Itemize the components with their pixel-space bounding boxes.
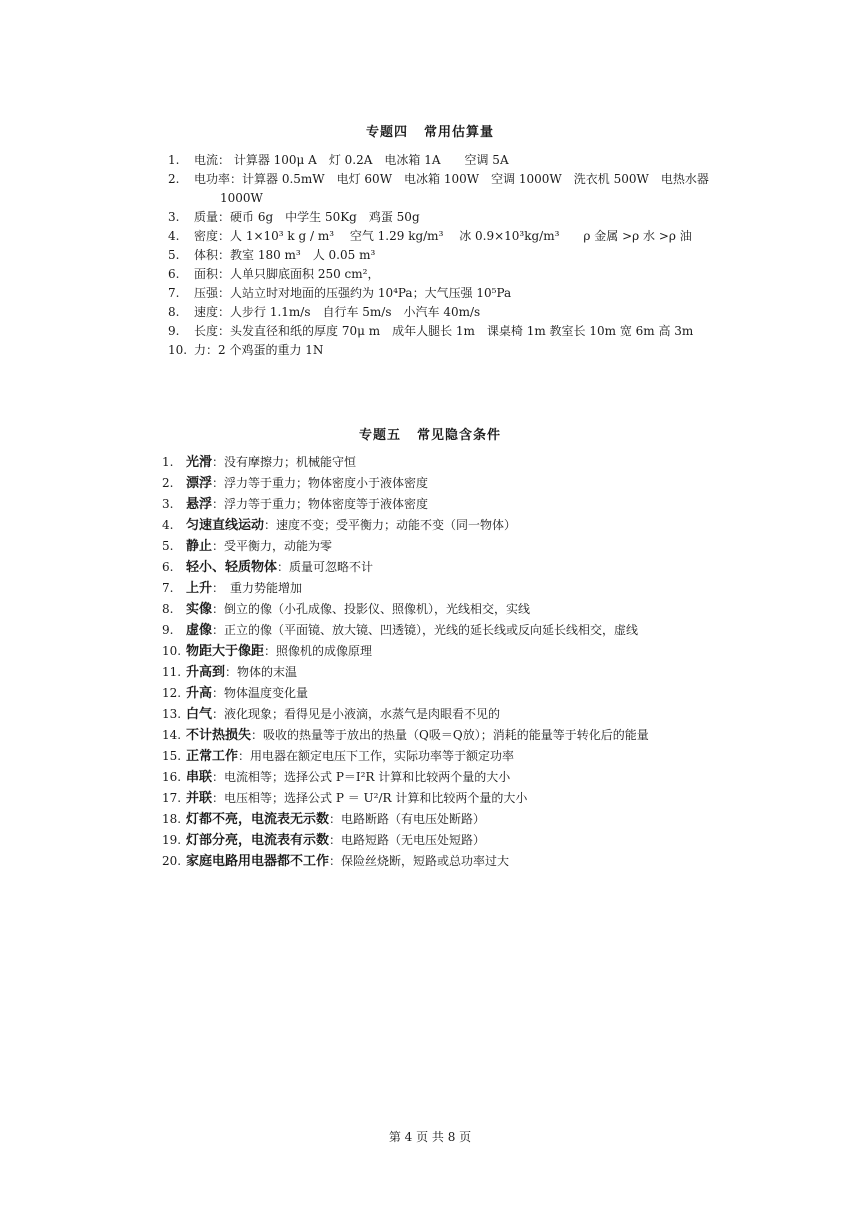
item-text: 体积：教室 180 m³ 人 0.05 m³ bbox=[194, 248, 376, 262]
item-text: ：没有摩擦力；机械能守恒 bbox=[212, 455, 357, 469]
list-item bbox=[168, 284, 728, 303]
item-number: 5. bbox=[168, 248, 180, 262]
list-item bbox=[162, 851, 722, 872]
item-keyword: 白气 bbox=[186, 707, 213, 722]
item-text: ：正立的像（平面镜、放大镜、凹透镜），光线的延长线或反向延长线相交，虚线 bbox=[212, 623, 639, 637]
item-number: 1. bbox=[168, 153, 180, 167]
item-text: ：速度不变；受平衡力；动能不变（同一物体） bbox=[264, 518, 517, 532]
hidden-conditions-list bbox=[162, 452, 722, 872]
item-text: 长度：头发直径和纸的厚度 70μ m 成年人腿长 1m 课桌椅 1m 教室长 10m 宽 6m 高 3m bbox=[194, 324, 694, 338]
item-text: ：浮力等于重力；物体密度等于液体密度 bbox=[212, 497, 429, 511]
item-number: 14. bbox=[162, 728, 182, 742]
list-item bbox=[168, 341, 728, 360]
item-number: 2. bbox=[162, 476, 174, 490]
list-item bbox=[162, 473, 722, 494]
section4-title bbox=[0, 121, 860, 140]
item-number: 6. bbox=[162, 560, 174, 574]
section5-title-number: 专题五 bbox=[358, 428, 401, 443]
list-item bbox=[162, 830, 722, 851]
item-text: ：物体的末温 bbox=[225, 665, 298, 679]
item-text: ：物体温度变化量 bbox=[212, 686, 309, 700]
list-item bbox=[162, 788, 722, 809]
item-number: 19. bbox=[162, 833, 182, 847]
item-text-continued: 1000W bbox=[220, 191, 263, 205]
item-keyword: 物距大于像距 bbox=[186, 644, 265, 659]
item-number: 18. bbox=[162, 812, 182, 826]
item-number: 17. bbox=[162, 791, 182, 805]
list-item bbox=[162, 725, 722, 746]
item-text: ：浮力等于重力；物体密度小于液体密度 bbox=[212, 476, 429, 490]
item-text: ：用电器在额定电压下工作，实际功率等于额定功率 bbox=[238, 749, 515, 763]
item-text: ：照像机的成像原理 bbox=[264, 644, 373, 658]
item-number: 8. bbox=[168, 305, 180, 319]
item-number: 15. bbox=[162, 749, 182, 763]
item-number: 13. bbox=[162, 707, 182, 721]
item-text: 压强：人站立时对地面的压强约为 10⁴Pa；大气压强 10⁵Pa bbox=[194, 286, 512, 300]
item-number: 3. bbox=[168, 210, 180, 224]
item-keyword: 漂浮 bbox=[186, 476, 213, 491]
item-text: 密度：人 1×10³ k g / m³ 空气 1.29 kg/m³ 冰 0.9×10³kg/m³ ρ 金属 >ρ 水 >ρ 油 bbox=[194, 229, 692, 243]
section5-title-text: 常见隐含条件 bbox=[417, 428, 502, 443]
item-text: ：液化现象；看得见是小液滴，水蒸气是肉眼看不见的 bbox=[212, 707, 501, 721]
item-number: 10. bbox=[162, 644, 182, 658]
item-number: 4. bbox=[168, 229, 180, 243]
item-text: ： 重力势能增加 bbox=[212, 581, 303, 595]
list-item bbox=[162, 515, 722, 536]
list-item bbox=[162, 746, 722, 767]
item-keyword: 升高 bbox=[186, 686, 213, 701]
list-item bbox=[162, 620, 722, 641]
item-number: 3. bbox=[162, 497, 174, 511]
item-text: 力：2 个鸡蛋的重力 1N bbox=[194, 343, 324, 357]
item-keyword: 不计热损失 bbox=[186, 728, 252, 743]
item-keyword: 正常工作 bbox=[186, 749, 239, 764]
item-text: 速度：人步行 1.1m/s 自行车 5m/s 小汽车 40m/s bbox=[194, 305, 481, 319]
list-item bbox=[162, 494, 722, 515]
item-number: 6. bbox=[168, 267, 180, 281]
item-keyword: 悬浮 bbox=[186, 497, 213, 512]
item-keyword: 家庭电路用电器都不工作 bbox=[186, 854, 330, 869]
item-keyword: 灯都不亮，电流表无示数 bbox=[186, 812, 330, 827]
item-text: ：倒立的像（小孔成像、投影仪、照像机），光线相交，实线 bbox=[212, 602, 531, 616]
item-text: ：电路断路（有电压处断路） bbox=[329, 812, 486, 826]
list-item bbox=[162, 662, 722, 683]
item-keyword: 匀速直线运动 bbox=[186, 518, 265, 533]
list-item bbox=[162, 599, 722, 620]
item-number: 4. bbox=[162, 518, 174, 532]
item-text: ：电路短路（无电压处短路） bbox=[329, 833, 486, 847]
item-number: 7. bbox=[168, 286, 180, 300]
list-item bbox=[168, 322, 728, 341]
item-keyword: 虚像 bbox=[186, 623, 213, 638]
list-item bbox=[162, 536, 722, 557]
list-item bbox=[168, 170, 728, 208]
item-text: ：电流相等；选择公式 P＝I²R 计算和比较两个量的大小 bbox=[212, 770, 511, 784]
item-number: 8. bbox=[162, 602, 174, 616]
section5-title bbox=[0, 424, 860, 443]
item-number: 12. bbox=[162, 686, 182, 700]
item-keyword: 静止 bbox=[186, 539, 213, 554]
list-item bbox=[162, 557, 722, 578]
item-text: 面积：人单只脚底面积 250 cm²， bbox=[194, 267, 380, 281]
item-number: 9. bbox=[168, 324, 180, 338]
item-number: 11. bbox=[162, 665, 182, 679]
list-item bbox=[168, 303, 728, 322]
item-keyword: 光滑 bbox=[186, 455, 213, 470]
item-text: ：受平衡力，动能为零 bbox=[212, 539, 333, 553]
list-item bbox=[162, 704, 722, 725]
item-text: ：质量可忽略不计 bbox=[277, 560, 374, 574]
item-text: ：电压相等；选择公式 P ＝ U²/R 计算和比较两个量的大小 bbox=[212, 791, 528, 805]
list-item bbox=[168, 151, 728, 170]
item-keyword: 轻小、轻质物体 bbox=[186, 560, 278, 575]
item-keyword: 上升 bbox=[186, 581, 213, 596]
item-number: 20. bbox=[162, 854, 182, 868]
section4-title-text: 常用估算量 bbox=[424, 125, 495, 140]
item-keyword: 灯部分亮，电流表有示数 bbox=[186, 833, 330, 848]
item-text: 电功率：计算器 0.5mW 电灯 60W 电冰箱 100W 空调 1000W 洗衣机 500W 电热水器 bbox=[194, 172, 709, 186]
list-item bbox=[162, 683, 722, 704]
item-text: 质量：硬币 6g 中学生 50Kg 鸡蛋 50g bbox=[194, 210, 420, 224]
list-item bbox=[168, 227, 728, 246]
list-item bbox=[162, 641, 722, 662]
item-text: 电流： 计算器 100μ A 灯 0.2A 电冰箱 1A 空调 5A bbox=[194, 153, 509, 167]
item-keyword: 串联 bbox=[186, 770, 213, 785]
list-item bbox=[162, 578, 722, 599]
item-keyword: 实像 bbox=[186, 602, 213, 617]
list-item bbox=[162, 809, 722, 830]
item-text: ：吸收的热量等于放出的热量（Q吸＝Q放）；消耗的能量等于转化后的能量 bbox=[251, 728, 649, 742]
item-number: 10. bbox=[168, 343, 188, 357]
item-keyword: 升高到 bbox=[186, 665, 226, 680]
list-item bbox=[168, 208, 728, 227]
list-item bbox=[162, 767, 722, 788]
item-keyword: 并联 bbox=[186, 791, 213, 806]
section4-title-number: 专题四 bbox=[365, 125, 408, 140]
item-text: ：保险丝烧断，短路或总功率过大 bbox=[329, 854, 510, 868]
list-item bbox=[168, 246, 728, 265]
item-number: 9. bbox=[162, 623, 174, 637]
item-number: 5. bbox=[162, 539, 174, 553]
item-number: 2. bbox=[168, 172, 180, 186]
item-number: 7. bbox=[162, 581, 174, 595]
page-number-footer: 第 4 页 共 8 页 bbox=[388, 1130, 472, 1144]
list-item bbox=[162, 452, 722, 473]
list-item bbox=[168, 265, 728, 284]
estimates-list bbox=[168, 151, 728, 360]
item-number: 1. bbox=[162, 455, 174, 469]
item-number: 16. bbox=[162, 770, 182, 784]
